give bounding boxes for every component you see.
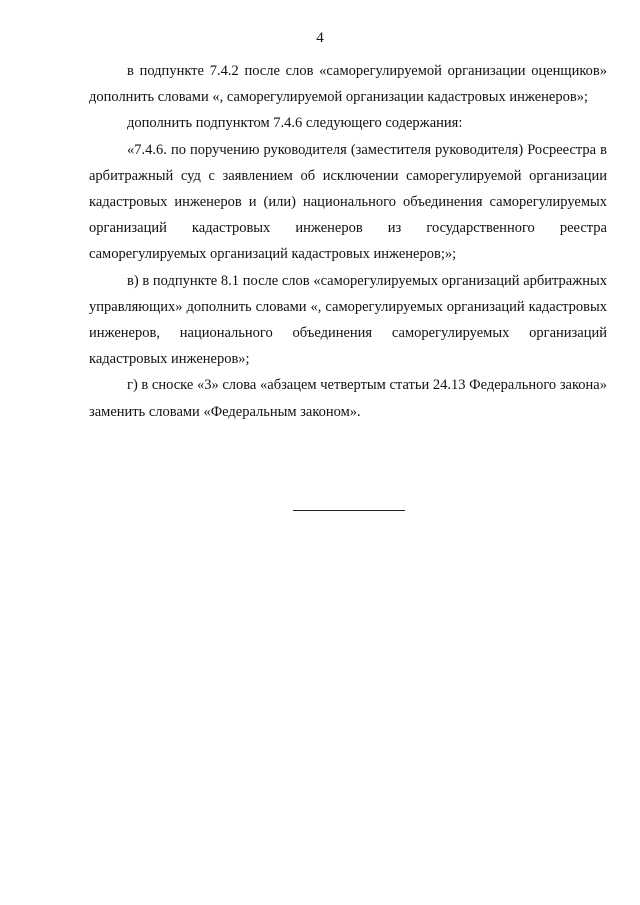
document-body <box>89 58 607 425</box>
page-number: 4 <box>316 30 324 46</box>
closing-rule-line <box>293 510 405 511</box>
paragraph-amendment-7-4-2: в подпункте 7.4.2 после слов «саморегулируемой организации оценщиков» дополнить словами «, саморегулируемой организации кадастровых инженеров»; <box>89 63 607 106</box>
paragraph-7-4-6-content: «7.4.6. по поручению руководителя (заместителя руководителя) Росреестра в арбитражный суд с заявлением об исключении саморегулируемой организации кадастровых инженеров и (или) национального объединения саморегулируемых организаций кадастровых инженеров из государственного реестра саморегулируемых организаций кадастровых инженеров;»; <box>89 141 607 263</box>
paragraph-add-7-4-6-intro: дополнить подпунктом 7.4.6 следующего содержания: <box>127 115 463 132</box>
paragraph-footnote-3: г) в сноске «3» слова «абзацем четвертым статьи 24.13 Федерального закона» заменить словами «Федеральным законом». <box>89 377 607 420</box>
paragraph-amendment-8-1: в) в подпункте 8.1 после слов «саморегулируемых организаций арбитражных управляющих» дополнить словами «, саморегулируемых организаций кадастровых инженеров, национального объединения саморегулируемых организаций кадастровых инженеров»; <box>89 272 607 368</box>
